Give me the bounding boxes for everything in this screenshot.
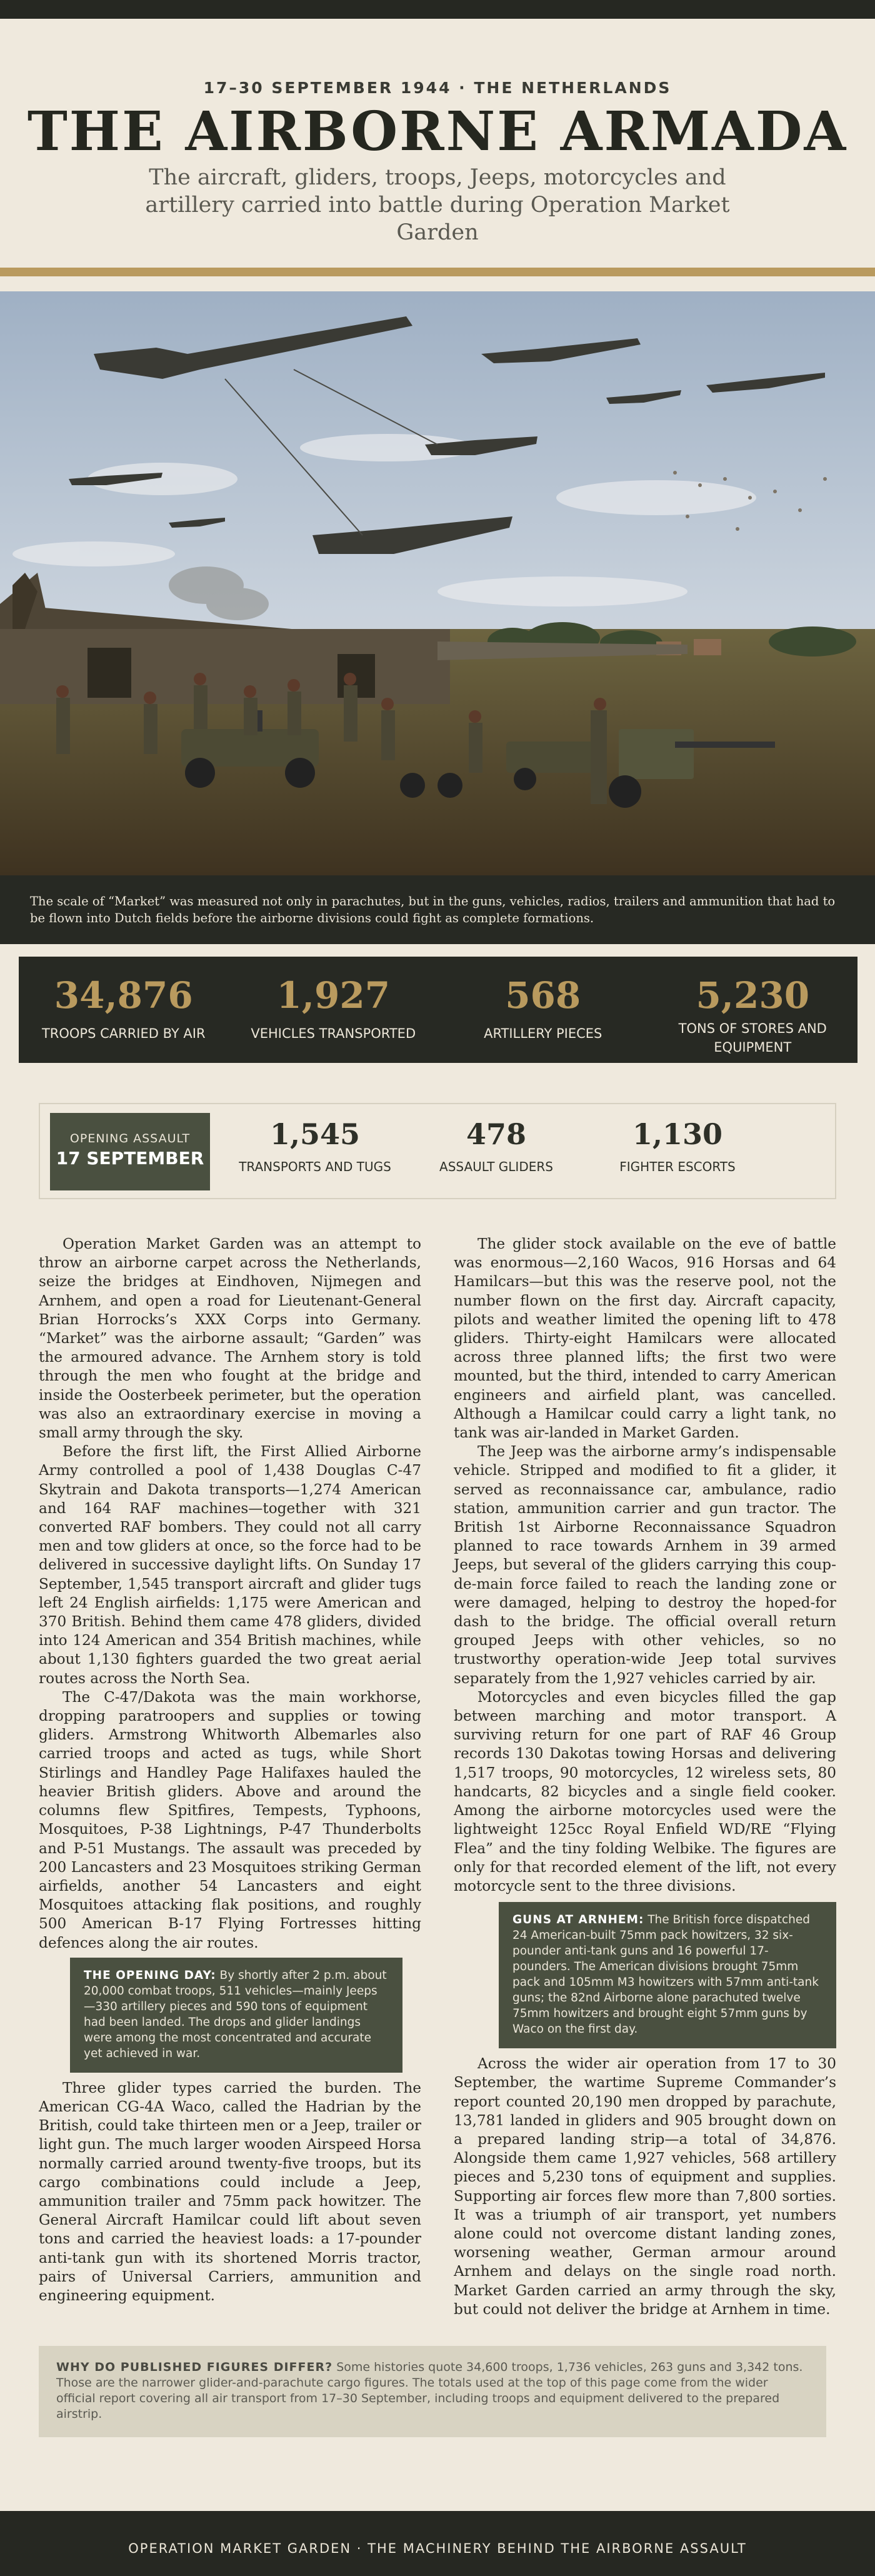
callout-text: The British force dispatched 24 American-built 75mm pack howitzers, 32 six-pounder anti-tank guns and 16 powerful 17-pounders. The American divisions brought 75mm pack and 105mm M3 howitzers with 57mm anti-tank guns; the 82nd Airborne alone parachuted twelve 75mm howitzers and brought eight 57mm guns by Waco on the first day. bbox=[512, 1913, 819, 2036]
article-paragraph: Across the wider air operation from 17 to 30 September, the wartime Supreme Commander’s report counted 20,190 men dropped by parachute, 13,781 landed in gliders and 905 brought down on a prepared landing strip—a total of 34,876. Alongside them came 1,927 vehicles, 568 artillery pieces and 5,230 tons of equipment and supplies. Supporting air forces flew more than 7,800 sorties. It was a triumph of air transport, yet numbers alone could not overcome distant landing zones, worsening weather, German armour around Arnhem and delays on the single road north. Market Garden carried an army through the sky, but could not deliver the bridge at Arnhem in time. bbox=[454, 2055, 836, 2318]
opening-assault-label: OPENING ASSAULT bbox=[69, 1132, 191, 1145]
page-subtitle: The aircraft, gliders, troops, Jeeps, motorcycles and artillery carried into battle during Operation Market Garden bbox=[145, 165, 730, 245]
assault-stat-fighters bbox=[584, 1117, 771, 1174]
stat-label: ARTILLERY PIECES bbox=[484, 1026, 602, 1041]
page-footer: OPERATION MARKET GARDEN · THE MACHINERY BEHIND THE AIRBORNE ASSAULT bbox=[0, 2511, 875, 2576]
key-statistics bbox=[19, 957, 858, 1063]
top-bar bbox=[0, 0, 875, 19]
opening-assault-panel bbox=[39, 1103, 836, 1199]
article-paragraph: The C-47/Dakota was the main workhorse, dropping paratroopers and supplies or towing gliders. Armstrong Whitworth Albemarles also carried troops and acted as tugs, while Short Stirlings and Handley Page Halifaxes hauled the heavier British gliders. Above and around the columns flew Spitfires, Tempests, Typhoons, Mosquitoes, P-38 Lightnings, P-47 Thunderbolts and P-51 Mustangs. The assault was preceded by 200 Lancasters and 23 Mosquitoes striking German airfields, another 54 Lancasters and eight Mosquitoes attacking flak positions, and roughly 500 American B-17 Flying Fortresses hitting defences along the air routes. bbox=[39, 1688, 421, 1951]
guns-at-arnhem-callout bbox=[499, 1902, 836, 2048]
assault-stat-gliders bbox=[402, 1117, 590, 1174]
callout-text: By shortly after 2 p.m. about 20,000 combat troops, 511 vehicles—mainly Jeeps—330 artillery pieces and 590 tons of equipment had been landed. The drops and glider landings were among the most concentrated and accurate yet achieved in war. bbox=[84, 1968, 387, 2060]
article-paragraph: The Jeep was the airborne army’s indispensable vehicle. Stripped and modified to fit a glider, it served as reconnaissance car, ambulance, radio station, ammunition carrier and gun tractor. The British 1st Airborne Reconnaissance Squadron planned to race towards Arnhem in 39 armed Jeeps, but several of the gliders carrying this coup-de-main force failed to reach the landing zone or were damaged, helping to destroy the hoped-for dash to the bridge. The official overall return grouped Jeeps with other vehicles, so no trustworthy operation-wide Jeep total survives separately from the 1,927 vehicles carried by air. bbox=[454, 1443, 836, 1687]
article-paragraph: Before the first lift, the First Allied Airborne Army controlled a pool of 1,438 Douglas C-47 Skytrain and Dakota transports—1,274 American and 164 RAF machines—together with 321 converted RAF bombers. They could not all carry men and tow gliders at once, so the force had to be delivered in successive daylight lifts. On Sunday 17 September, 1,545 transport aircraft and glider tugs left 24 English airfields: 1,175 were American and 370 British. Behind them came 478 gliders, divided into 124 American and 354 British machines, while about 1,130 fighters guarded the two great aerial routes across the North Sea. bbox=[39, 1443, 421, 1687]
hero-caption: The scale of “Market” was measured not only in parachutes, but in the guns, vehicles, radios, trailers and ammunition that had to be flown into Dutch fields before the airborne divisions could fight as complete formations. bbox=[30, 894, 836, 925]
article-paragraph: Operation Market Garden was an attempt to throw an airborne carpet across the Netherlands, seize the bridges at Eindhoven, Nijmegen and Arnhem, and open a road for Lieutenant-General Brian Horrocks’s XXX Corps into Germany. “Market” was the airborne assault; “Garden” was the armoured advance. The Arnhem story is told through the men who fought at the bridge and inside the Oosterbeek perimeter, but the operation was also an extraordinary exercise in moving a small army through the sky. bbox=[39, 1235, 421, 1442]
figures-note bbox=[39, 2346, 826, 2437]
opening-assault-date: 17 SEPTEMBER bbox=[56, 1148, 204, 1169]
stat-troops bbox=[19, 957, 229, 1063]
assault-stat-value: 1,545 bbox=[269, 1117, 361, 1151]
stat-label: VEHICLES TRANSPORTED bbox=[251, 1026, 416, 1041]
note-text: Some histories quote 34,600 troops, 1,736 vehicles, 263 guns and 3,342 tons. Those are the narrower glider-and-parachute cargo figures. The totals used at the top of this page come from the wider official report covering all air transport from 17–30 September, including troops and equipment delivered to the prepared airstrip. bbox=[56, 2360, 803, 2421]
stat-artillery bbox=[438, 957, 648, 1063]
stat-value: 34,876 bbox=[54, 974, 193, 1017]
opening-day-callout bbox=[70, 1958, 402, 2073]
date-kicker: 17–30 SEPTEMBER 1944 · THE NETHERLANDS bbox=[203, 79, 672, 97]
article-column-left bbox=[39, 1235, 421, 2305]
callout-heading: THE OPENING DAY: bbox=[84, 1968, 216, 1982]
stat-vehicles bbox=[229, 957, 439, 1063]
airborne-scene-image bbox=[0, 291, 875, 875]
stat-label: TONS OF STORES AND EQUIPMENT bbox=[678, 1021, 827, 1055]
gold-divider bbox=[0, 268, 875, 276]
article-column-right bbox=[454, 1235, 836, 2319]
note-heading: WHY DO PUBLISHED FIGURES DIFFER? bbox=[56, 2360, 333, 2374]
assault-stat-label: TRANSPORTS AND TUGS bbox=[239, 1159, 391, 1174]
assault-stat-label: ASSAULT GLIDERS bbox=[439, 1159, 553, 1174]
article-paragraph: The glider stock available on the eve of battle was enormous—2,160 Wacos, 916 Horsas and 64 Hamilcars—but this was the reserve pool, not the number flown on the first day. Aircraft capacity, pilots and weather limited the opening lift to 478 gliders. Thirty-eight Hamilcars were allocated across three planned lifts; the first two were mounted, but the third, intended to carry American engineers and airfield plant, was cancelled. Although a Hamilcar could carry a light tank, no tank was air-landed in Market Garden. bbox=[454, 1235, 836, 1442]
assault-stat-value: 1,130 bbox=[632, 1117, 723, 1151]
callout-heading: GUNS AT ARNHEM: bbox=[512, 1913, 644, 1927]
assault-stat-transports bbox=[221, 1117, 409, 1174]
hero-caption-band bbox=[0, 875, 875, 944]
stat-value: 1,927 bbox=[276, 974, 391, 1017]
stat-tons bbox=[648, 957, 858, 1063]
stat-value: 5,230 bbox=[696, 974, 810, 1017]
stat-label: TROOPS CARRIED BY AIR bbox=[41, 1026, 206, 1041]
page-title: THE AIRBORNE ARMADA bbox=[27, 100, 848, 163]
article-paragraph: Three glider types carried the burden. The American CG-4A Waco, called the Hadrian by the British, could take thirteen men or a Jeep, trailer or light gun. The much larger wooden Airspeed Horsa normally carried around twenty-five troops, but its cargo combinations could include a Jeep, ammunition trailer and 75mm pack howitzer. The General Aircraft Hamilcar could lift about seven tons and carried the heaviest loads: a 17-pounder anti-tank gun with its shortened Morris tractor, pairs of Universal Carriers, ammunition and engineering equipment. bbox=[39, 2079, 421, 2304]
assault-stat-label: FIGHTER ESCORTS bbox=[619, 1159, 736, 1174]
article-paragraph: Motorcycles and even bicycles filled the gap between marching and motor transport. A surviving return for one part of RAF 46 Group records 130 Dakotas towing Horsas and delivering 1,517 troops, 90 motorcycles, 12 wireless sets, 80 handcarts, 82 bicycles and a single field cooker. Among the airborne motorcycles used were the lightweight 125cc Royal Enfield WD/RE “Flying Flea” and the tiny folding Welbike. The figures are only for that recorded element of the lift, not every motorcycle sent to the three divisions. bbox=[454, 1688, 836, 1894]
stat-value: 568 bbox=[505, 974, 581, 1017]
assault-stat-value: 478 bbox=[466, 1117, 527, 1151]
opening-assault-badge bbox=[50, 1113, 210, 1190]
hero-illustration bbox=[0, 291, 875, 875]
